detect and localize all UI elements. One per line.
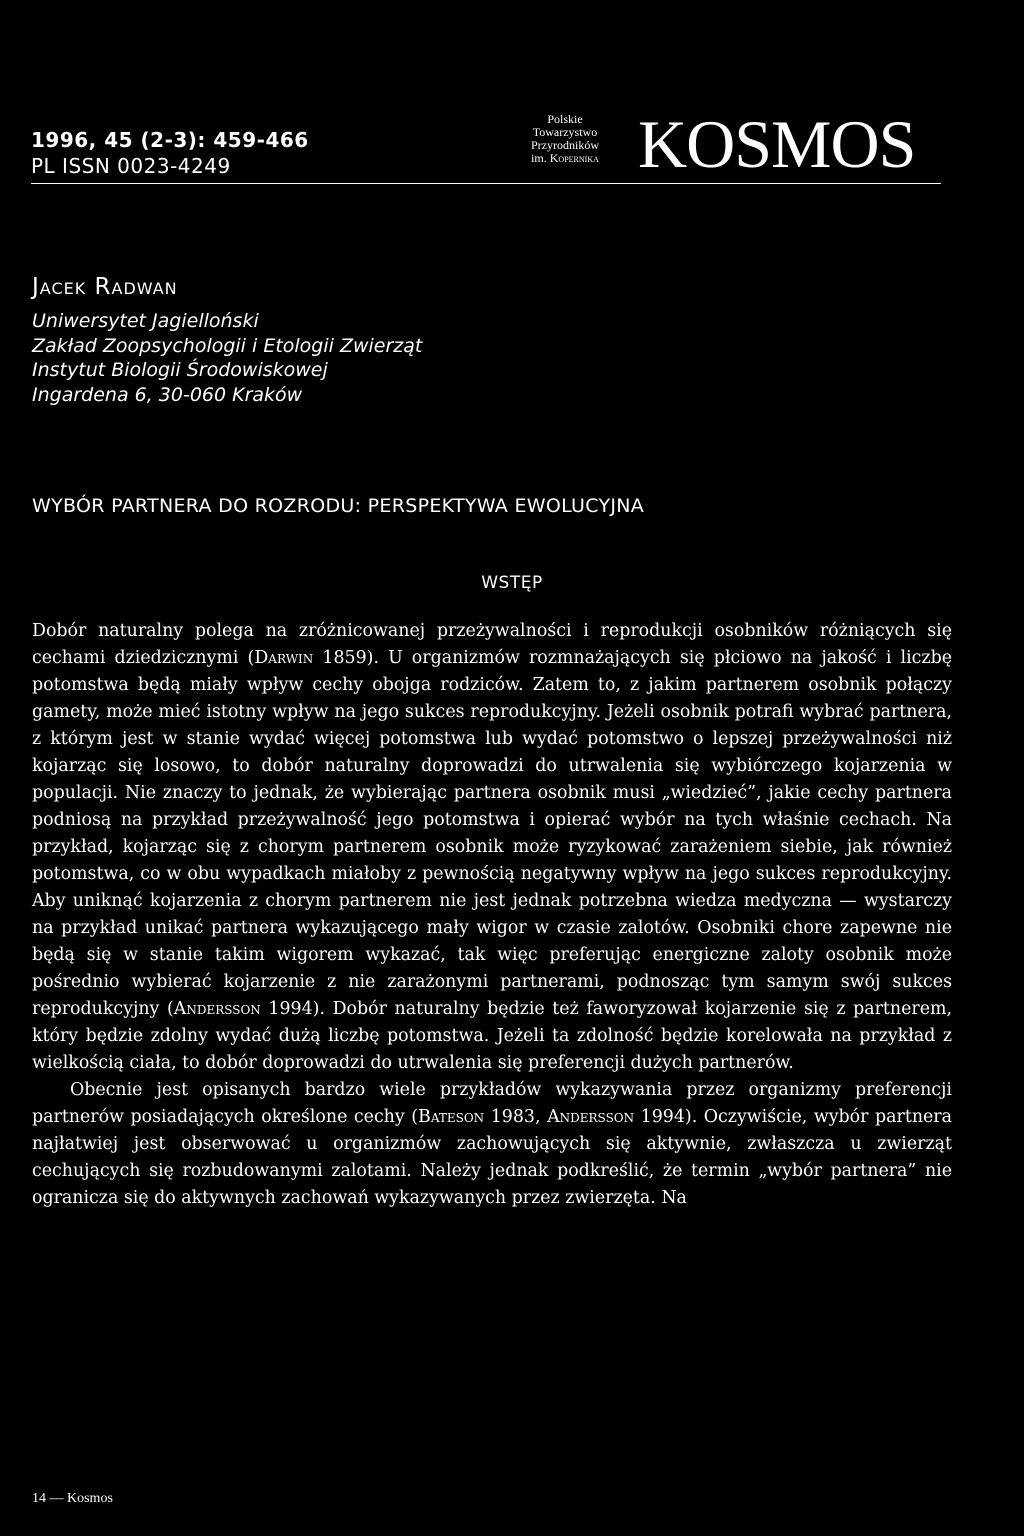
paragraph xyxy=(32,618,952,1077)
citation-author: Darwin xyxy=(254,648,314,668)
society-prefix: im. xyxy=(531,151,550,165)
text-run: Obecnie jest opisanych bardzo wiele przykładów wykazywania przez organizmy preferencji partnerów posiadających określone cechy ( xyxy=(32,1080,952,1127)
page-footer: 14 — Kosmos xyxy=(32,1491,113,1506)
citation-author: Bateson xyxy=(418,1107,485,1127)
society-line xyxy=(500,152,630,165)
affiliation-line: Uniwersytet Jagielloński xyxy=(32,310,259,332)
journal-header xyxy=(31,127,309,179)
society-line: Towarzystwo xyxy=(532,125,598,139)
citation-author: Andersson xyxy=(173,999,261,1019)
author-name: Jacek Radwan xyxy=(32,274,178,300)
text-run: 1994). Oczywiście, wybór partnera najłatwiej jest obserwować u organizmów zachowujących się aktywnie, zwłaszcza u zwierząt cechujących się rozbudowanymi zalotami. Należy jednak podkreślić, że termin „wybór partnera” nie ogranicza się do aktywnych zachowań wykazywanych przez zwierzęta. Na xyxy=(32,1107,952,1208)
society-line: Przyrodników xyxy=(531,138,599,152)
journal-logo: KOSMOS xyxy=(638,106,916,182)
affiliation-line: Ingardena 6, 30-060 Kraków xyxy=(32,383,303,406)
citation-author: Andersson xyxy=(547,1107,635,1127)
text-run: 1983, xyxy=(484,1107,548,1127)
author-affiliation xyxy=(32,309,422,407)
text-run: Dobór naturalny polega na zróżnicowanej przeżywalności i reprodukcji osobników różniących się cechami dziedzicznymi ( xyxy=(32,621,952,668)
society-patron: Kopernika xyxy=(549,151,599,165)
article-title: WYBÓR PARTNERA DO ROZRODU: PERSPEKTYWA EWOLUCYJNA xyxy=(32,495,645,517)
society-line: Polskie xyxy=(547,112,583,126)
affiliation-line: Instytut Biologii Środowiskowej xyxy=(32,359,328,381)
society-name xyxy=(500,113,630,165)
section-heading: WSTĘP xyxy=(481,573,543,593)
citation: 1996, 45 (2-3): 459-466 xyxy=(31,128,309,152)
issn: PL ISSN 0023-4249 xyxy=(31,154,231,178)
paragraph xyxy=(32,1077,952,1212)
affiliation-line: Zakład Zoopsychologii i Etologii Zwierząt xyxy=(32,334,423,357)
header-divider xyxy=(31,183,941,184)
text-run: 1859). U organizmów rozmnażających się płciowo na jakość i liczbę potomstwa będą miały wpływ cechy obojga rodziców. Zatem to, z jakim partnerem osobnik połączy gamety, może mieć istotny wpływ na jego sukces reprodukcyjny. Jeżeli osobnik potrafi wybrać partnera, z którym jest w stanie wydać więcej potomstwa lub wydać potomstwo o lepszej przeżywalności niż kojarząc się losowo, to dobór naturalny doprowadzi do utrwalenia się wybiórczego kojarzenia w populacji. Nie znaczy to jednak, że wybierając partnera osobnik musi „wiedzieć”, jakie cechy partnera podniosą na przykład przeżywalność jego potomstwa i opierać wybór na tych właśnie cechach. Na przykład, kojarząc się z chorym partnerem osobnik może ryzykować zarażeniem siebie, jak również potomstwa, co w obu wypadkach miałoby z pewnością negatywny wpływ na jego sukces reprodukcyjny. Aby uniknąć kojarzenia z chorym partnerem nie jest jednak potrzebna wiedza medyczna — wystarczy na przykład unikać partnera wykazującego mały wigor w czasie zalotów. Osobniki chore zapewne nie będą się w stanie takim wigorem wykazać, tak więc preferując energiczne zaloty osobnik może pośrednio wybierać kojarzenie z nie zarażonymi partnerami, podnosząc tym samym swój sukces reprodukcyjny ( xyxy=(32,648,952,1019)
text-run: 1994). Dobór naturalny będzie też faworyzował kojarzenie się z partnerem, który będzie zdolny wydać dużą liczbę potomstwa. Jeżeli ta zdolność będzie korelowała na przykład z wielkością ciała, to dobór doprowadzi do utrwalenia się preferencji dużych partnerów. xyxy=(32,999,952,1073)
article-body xyxy=(32,618,952,1212)
